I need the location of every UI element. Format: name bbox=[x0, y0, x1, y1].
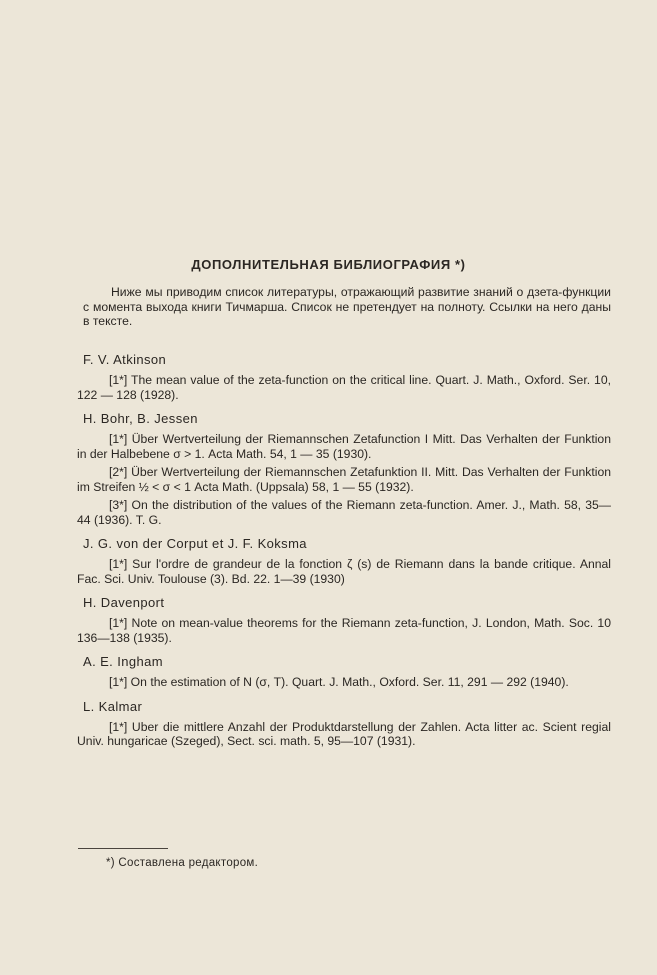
bibliography-list bbox=[77, 352, 611, 758]
bibliography-entry bbox=[77, 411, 611, 527]
entry-reference: [2*] Über Wertverteilung der Riemannschen Zetafunktion II. Mitt. Das Verhalten der Funktion im Streifen ½ < σ < 1 Acta Math. (Uppsala) 58, 1 — 55 (1932). bbox=[77, 465, 611, 494]
bibliography-entry bbox=[77, 536, 611, 586]
entry-author: J. G. von der Corput et J. F. Koksma bbox=[83, 536, 307, 551]
entry-reference: [1*] Über Wertverteilung der Riemannschen Zetafunction I Mitt. Das Verhalten der Funktion in der Halbebene σ > 1. Acta Math. 54, 1 — 35 (1930). bbox=[77, 432, 611, 461]
entry-author: A. E. Ingham bbox=[83, 654, 163, 669]
bibliography-entry bbox=[77, 699, 611, 749]
entry-reference: [1*] Note on mean-value theorems for the Riemann zeta-function, J. London, Math. Soc. 10 136—138 (1935). bbox=[77, 616, 611, 645]
entry-reference: [1*] The mean value of the zeta-function on the critical line. Quart. J. Math., Oxford. Ser. 10, 122 — 128 (1928). bbox=[77, 373, 611, 402]
bibliography-entry bbox=[77, 654, 611, 690]
entry-reference: [3*] On the distribution of the values of the Riemann zeta-function. Amer. J., Math. 58, 35—44 (1936). T. G. bbox=[77, 498, 611, 527]
entry-author: L. Kalmar bbox=[83, 698, 143, 714]
intro-paragraph: Ниже мы приводим список литературы, отражающий развитие знаний о дзета-функции с момента выхода книги Тичмарша. Список не претендует на полноту. Ссылки на него даны в тексте. bbox=[83, 285, 611, 328]
entry-reference: [1*] On the estimation of N (σ, T). Quart. J. Math., Oxford. Ser. 11, 291 — 292 (1940). bbox=[109, 675, 569, 689]
bibliography-entry bbox=[77, 595, 611, 645]
bibliography-entry bbox=[77, 352, 611, 402]
footnote: *) Составлена редактором. bbox=[106, 857, 259, 869]
footnote-divider bbox=[78, 848, 168, 849]
entry-author: H. Davenport bbox=[83, 595, 165, 610]
entry-author: F. V. Atkinson bbox=[83, 352, 167, 367]
entry-reference: [1*] Uber die mittlere Anzahl der Produktdarstellung der Zahlen. Acta litter ac. Scient regial Univ. hungaricae (Szeged), Sect. sci. math. 5, 95—107 (1931). bbox=[77, 719, 611, 748]
entry-author: H. Bohr, B. Jessen bbox=[83, 411, 198, 426]
page-title: ДОПОЛНИТЕЛЬНАЯ БИБЛИОГРАФИЯ *) bbox=[191, 257, 466, 272]
entry-reference: [1*] Sur l'ordre de grandeur de la fonction ζ (s) de Riemann dans la bande critique. Annal Fac. Sci. Univ. Toulouse (3). Bd. 22. 1—39 (1930) bbox=[77, 557, 611, 586]
